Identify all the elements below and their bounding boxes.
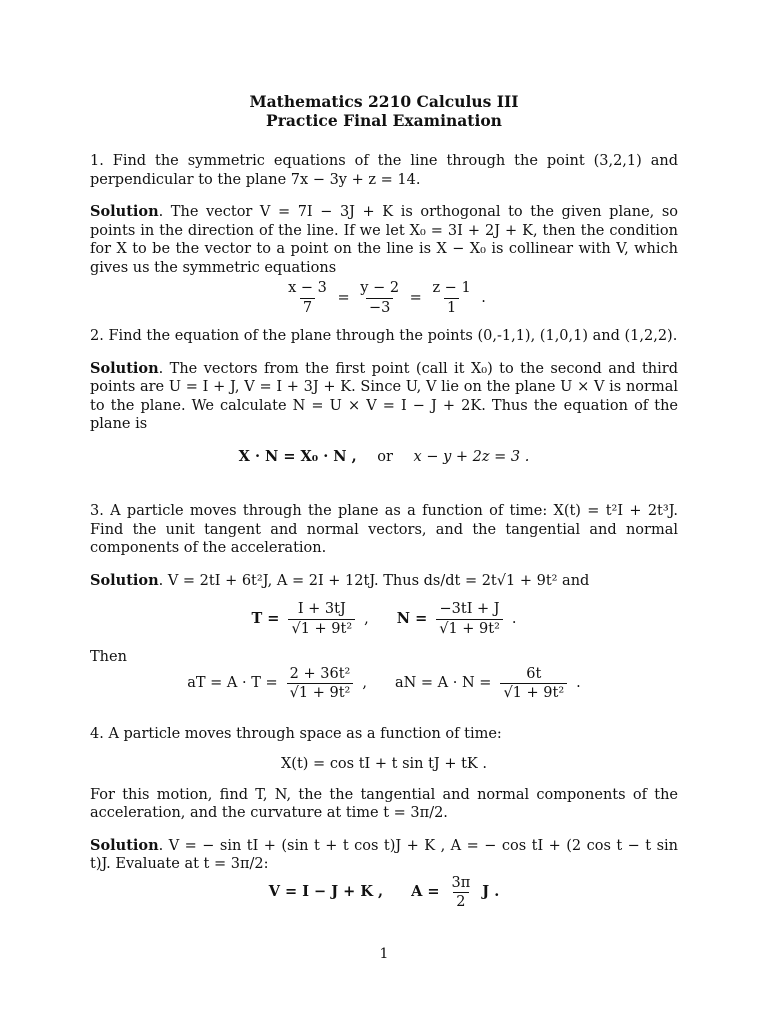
title-line-2: Practice Final Examination bbox=[266, 111, 502, 130]
acceleration-components bbox=[90, 667, 678, 701]
page-number: 1 bbox=[379, 946, 389, 962]
unit-vectors bbox=[90, 602, 678, 636]
symmetric-equations: $\frac{x - 3}{7}$ = $\frac{y - 2}{-3}$ = $\frac{z - 1}{1}$ . bbox=[90, 281, 678, 315]
solution-2-text: . The vectors from the first point (call it X₀) to the second and third points are U = I + J, V = I + 3J + K. Since U, V lie on the plane U × V is normal to the plane. We calculate N = U × V = I − J + 2K. Thus the equation of the plane is bbox=[90, 360, 678, 432]
normal-component: aN = A · N = $\frac{6t}{\text{√1 + 9t²}}$ . bbox=[394, 665, 581, 701]
position-equation: X(t) = cos tI + t sin tJ + tK . bbox=[280, 756, 487, 772]
solution-4-head: Solution bbox=[90, 836, 159, 854]
velocity-value: V = I − J + K , bbox=[268, 883, 384, 901]
evaluated-vectors bbox=[90, 876, 678, 910]
solution-1 bbox=[90, 203, 678, 277]
document-page bbox=[90, 92, 678, 912]
question-4-text-2: For this motion, find T, N, the the tangential and normal components of the acceleration, and the curvature at time t = 3π/2. bbox=[90, 786, 678, 821]
solution-3-head: Solution bbox=[90, 571, 159, 589]
title-line-1: Mathematics 2210 Calculus III bbox=[249, 92, 519, 111]
solution-3-text: . V = 2tI + 6t²J, A = 2I + 12tJ. Thus ds/dt = 2t√1 + 9t² and bbox=[158, 572, 590, 589]
question-2-text: 2. Find the equation of the plane through the points (0,-1,1), (1,0,1) and (1,2,2). bbox=[90, 328, 678, 344]
unit-normal: N = $\frac{-3tI + J}{\text{√1 + 9t²}}$ . bbox=[396, 601, 517, 637]
solution-4-text: . V = − sin tI + (sin t + t cos t)J + K , A = − cos tI + (2 cos t − t sin t)J. Evaluate at t = 3π/2: bbox=[90, 837, 678, 872]
solution-1-text: . The vector V = 7I − 3J + K is orthogonal to the given plane, so points in the direction of the line. If we let X₀ = 3I + 2J + K, then the condition for X to be the vector to a point on the line is X − X₀ is collinear with V, which gives us the symmetric equations bbox=[90, 204, 678, 276]
solution-3 bbox=[90, 572, 678, 591]
frac-z: $\frac{z - 1}{1}$ bbox=[432, 280, 471, 316]
frac-y: $\frac{y - 2}{-3}$ bbox=[360, 280, 400, 316]
solution-2-head: Solution bbox=[90, 359, 159, 377]
solution-1-head: Solution bbox=[90, 203, 159, 220]
acceleration-value: A = $\frac{3\pi}{2}$ J . bbox=[411, 874, 500, 910]
unit-tangent: T = $\frac{I + 3tJ}{\text{√1 + 9t²}}$ , bbox=[251, 601, 369, 637]
tangential-component: aT = A · T = $\frac{\text{2 + 36t²}}{\text{√1 + 9t²}}$ , bbox=[187, 665, 367, 701]
question-4-text: 4. A particle moves through space as a function of time: bbox=[90, 725, 502, 742]
solution-2 bbox=[90, 360, 678, 434]
solution-4 bbox=[90, 837, 678, 874]
then-text: Then bbox=[90, 649, 127, 665]
frac-x: $\frac{x - 3}{7}$ bbox=[288, 280, 327, 316]
plane-equation: X · N = X₀ · N , or x − y + 2z = 3 . bbox=[238, 447, 530, 465]
document-title bbox=[90, 92, 678, 130]
question-3-text: 3. A particle moves through the plane as a function of time: X(t) = t²I + 2t³J. Find the unit tangent and normal vectors, and the tangential and normal components of the acceleration. bbox=[90, 503, 678, 556]
question-1-text: 1. Find the symmetric equations of the line through the point (3,2,1) and perpendicular to the plane 7x − 3y + z = 14. bbox=[90, 153, 678, 188]
